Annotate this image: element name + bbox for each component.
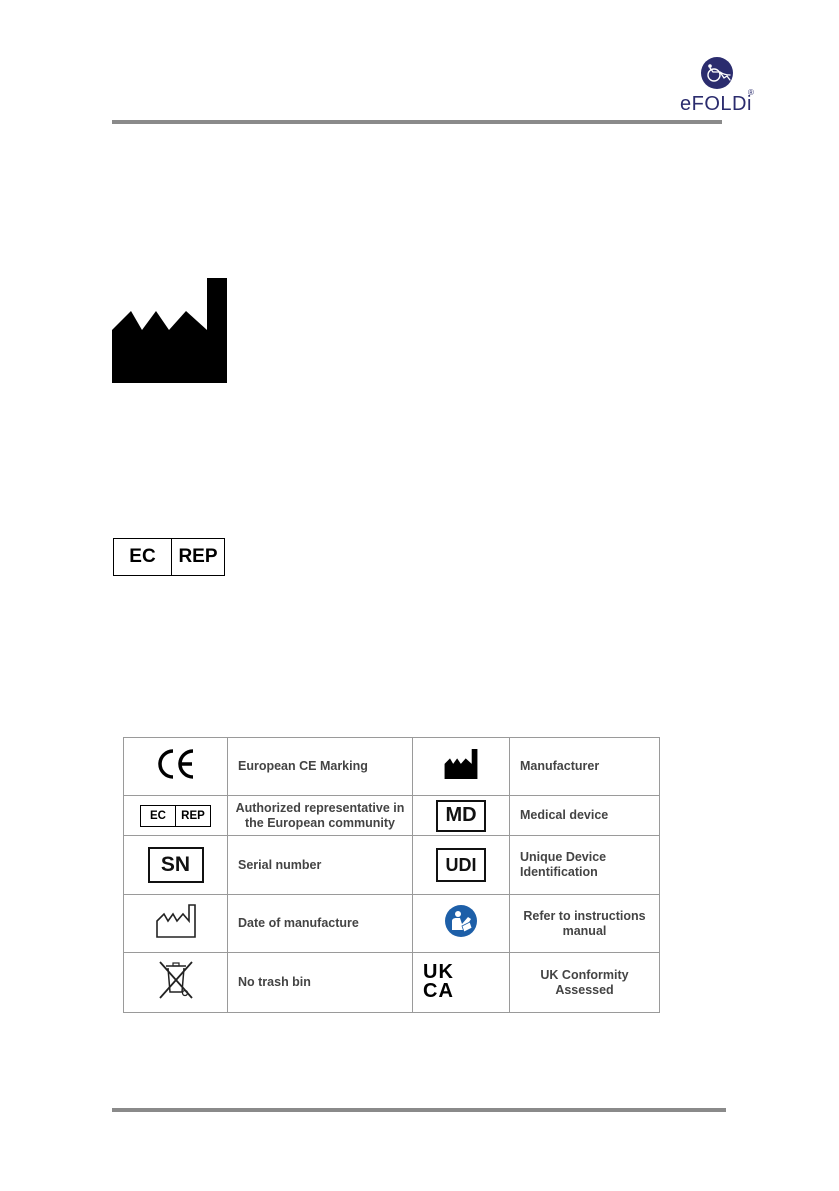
sn-icon: SN: [148, 847, 204, 883]
read-manual-icon: [444, 904, 478, 938]
table-row: [124, 836, 660, 895]
date-of-manufacture-label: Date of manufacture: [228, 895, 413, 953]
udi-label: Unique Device Identification: [510, 836, 660, 895]
date-of-manufacture-icon: [155, 903, 197, 939]
factory-icon: [443, 749, 479, 779]
table-row: [124, 796, 660, 836]
ec-rep-right: REP: [178, 546, 218, 567]
ukca-icon: UK CA: [423, 961, 454, 1002]
instructions-label: Refer to instructions manual: [510, 895, 660, 953]
table-row: [124, 738, 660, 796]
medical-device-label: Medical device: [510, 796, 660, 836]
brand-logo: [678, 56, 758, 122]
header-divider: [112, 120, 722, 124]
ec-rep-icon: EC REP: [140, 805, 211, 827]
ce-label: European CE Marking: [228, 738, 413, 796]
udi-icon: UDI: [436, 848, 486, 882]
table-row: [124, 895, 660, 953]
ce-mark-icon: [156, 748, 196, 780]
wheelchair-logo-icon: [700, 56, 734, 90]
footer-divider: [112, 1108, 726, 1112]
ec-rep-left: EC: [114, 539, 172, 575]
ec-rep-symbol: [113, 538, 225, 576]
ec-rep-label: Authorized representative in the European community: [228, 796, 413, 836]
ukca-label: UK Conformity Assessed: [510, 953, 660, 1013]
no-trash-label: No trash bin: [228, 953, 413, 1013]
factory-icon: [112, 278, 227, 383]
registered-mark: ®: [748, 88, 754, 97]
manufacturer-label: Manufacturer: [510, 738, 660, 796]
md-icon: MD: [436, 800, 486, 832]
table-row: [124, 953, 660, 1013]
symbol-legend-table: [123, 737, 660, 1013]
crossed-bin-icon: [156, 958, 196, 1002]
brand-name: eFOLDi: [680, 93, 752, 115]
serial-number-label: Serial number: [228, 836, 413, 895]
